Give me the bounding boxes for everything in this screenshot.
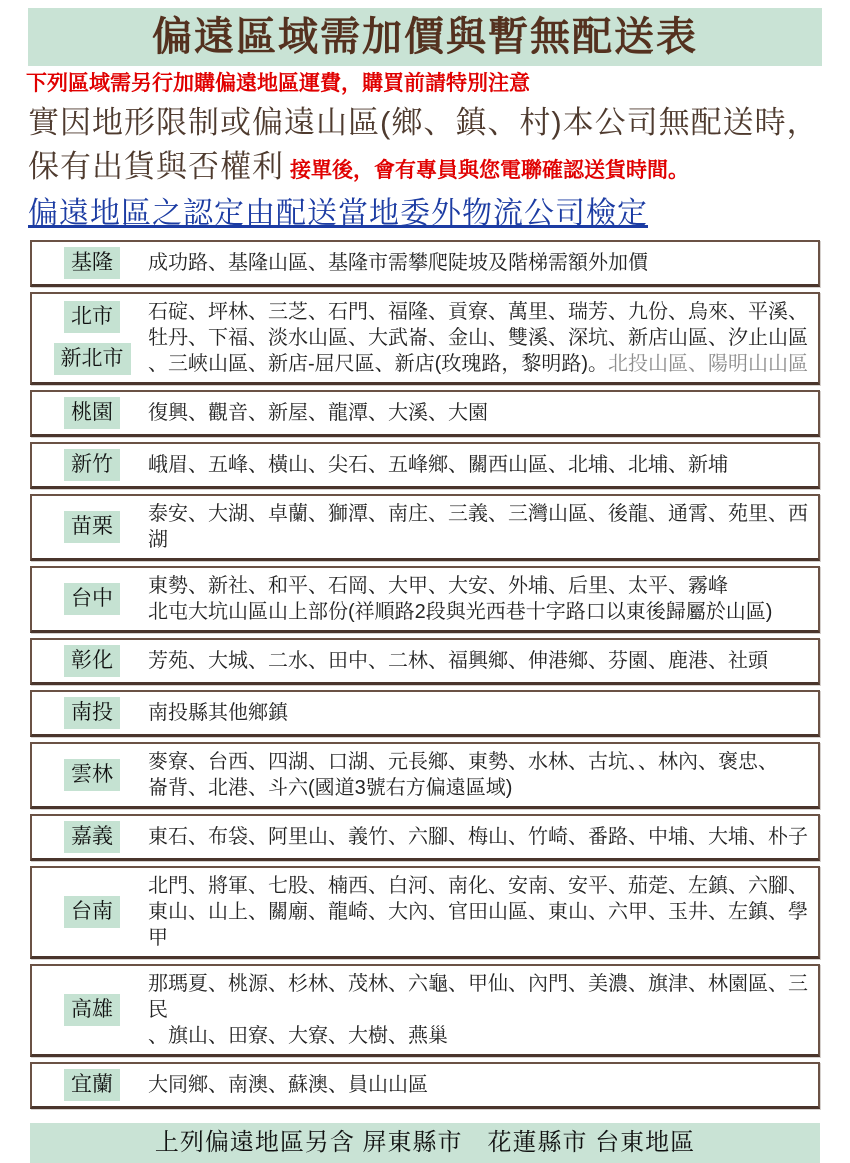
notice-line1: 實因地形限制或偏遠山區(鄉、鎮、村)本公司無配送時， — [28, 105, 819, 140]
warning-text: 下列區域需另行加購偏遠地區運費，購買前請特別注意 — [26, 71, 530, 95]
region-label-new-taipei: 新北市 — [54, 343, 131, 375]
region-label-taoyuan: 桃園 — [64, 397, 120, 429]
region-row-miaoli — [30, 494, 820, 561]
region-label-changhua: 彰化 — [64, 645, 120, 677]
region-areas: 峨眉、五峰、橫山、尖石、五峰鄉、關西山區、北埔、北埔、新埔 — [148, 454, 728, 476]
region-areas: 麥寮、台西、四湖、口湖、元長鄉、東勢、水林、古坑、、林內、褒忠、 — [148, 751, 778, 773]
region-areas: 芳苑、大城、二水、田中、二林、福興鄉、伸港鄉、芬園、鹿港、社頭 — [148, 650, 768, 672]
region-label-kaohsiung: 高雄 — [64, 994, 120, 1026]
remote-area-surcharge-notice — [0, 8, 850, 1156]
region-areas: 北屯大坑山區山上部份(祥順路2段與光西巷十字路口以東後歸屬於山區) — [148, 601, 773, 623]
region-row-taoyuan — [30, 390, 820, 437]
region-areas: 北門、將軍、七股、楠西、白河、南化、安南、安平、茄萣、左鎮、六腳、 — [148, 875, 808, 897]
region-areas: 東勢、新社、和平、石岡、大甲、大安、外埔、后里、太平、霧峰 — [148, 575, 728, 597]
region-row-nantou — [30, 690, 820, 737]
region-label-keelung: 基隆 — [64, 247, 120, 279]
region-areas: 東山、山上、關廟、龍崎、大內、官田山區、東山、六甲、玉井、左鎮、學甲 — [148, 901, 808, 949]
region-areas: 崙背、北港、斗六(國道3號右方偏遠區域) — [148, 777, 513, 799]
region-row-tainan — [30, 866, 820, 959]
region-label-miaoli: 苗栗 — [64, 511, 120, 543]
notice-line2-red: 接單後，會有專員與您電聯確認送貨時間。 — [290, 158, 689, 182]
region-areas-main: 、三峽山區、新店-屈尺區、新店(玫瑰路，黎明路)。 — [148, 353, 608, 375]
region-label-chiayi: 嘉義 — [64, 821, 120, 853]
region-areas: 復興、觀音、新屋、龍潭、大溪、大園 — [148, 402, 488, 424]
region-areas: 南投縣其他鄉鎮 — [148, 702, 288, 724]
region-row-yunlin — [30, 742, 820, 809]
region-areas: 牡丹、下福、淡水山區、大武崙、金山、雙溪、深坑、新店山區、汐止山區 — [148, 327, 808, 349]
region-areas: 大同鄉、南澳、蘇澳、員山山區 — [148, 1074, 428, 1096]
region-label-tainan: 台南 — [64, 896, 120, 928]
notice-line2 — [28, 145, 850, 192]
region-row-yilan — [30, 1062, 820, 1109]
region-row-chiayi — [30, 814, 820, 861]
region-areas: 、旗山、田寮、大寮、大樹、燕巢 — [148, 1025, 448, 1047]
region-row-taichung — [30, 566, 820, 633]
region-label-yunlin: 雲林 — [64, 759, 120, 791]
region-row-changhua — [30, 638, 820, 685]
region-areas: 那瑪夏、桃源、杉林、茂林、六龜、甲仙、內門、美濃、旗津、林園區、三民 — [148, 973, 808, 1021]
region-row-kaohsiung — [30, 964, 820, 1057]
region-areas-muted: 北投山區、陽明山山區 — [607, 353, 808, 375]
region-areas: 東石、布袋、阿里山、義竹、六腳、梅山、竹崎、番路、中埔、大埔、朴子 — [148, 826, 808, 848]
notice-certification: 偏遠地區之認定由配送當地委外物流公司檢定 — [28, 197, 648, 230]
region-areas — [148, 351, 808, 377]
region-label-nantou: 南投 — [64, 697, 120, 729]
region-row-keelung — [30, 240, 820, 287]
region-areas: 泰安、大湖、卓蘭、獅潭、南庄、三義、三灣山區、後龍、通霄、苑里、西湖 — [148, 503, 808, 551]
region-areas: 成功路、基隆山區、基隆市需攀爬陡坡及階梯需額外加價 — [148, 252, 648, 274]
page-title: 偏遠區域需加價與暫無配送表 — [28, 8, 822, 66]
region-row-hsinchu — [30, 442, 820, 489]
region-label-hsinchu: 新竹 — [64, 449, 120, 481]
region-label-taipei-city: 北市 — [64, 301, 120, 333]
region-label-taichung: 台中 — [64, 583, 120, 615]
region-row-taipei — [30, 292, 820, 385]
region-label-yilan: 宜蘭 — [64, 1069, 120, 1101]
region-table — [30, 240, 820, 1109]
notice-line2-main: 保有出貨與否權利 — [28, 149, 284, 184]
region-areas: 石碇、坪林、三芝、石門、福隆、貢寮、萬里、瑞芳、九份、烏來、平溪、 — [148, 301, 808, 323]
footer-note: 上列偏遠地區另含 屏東縣市 花蓮縣市 台東地區 — [30, 1123, 820, 1163]
